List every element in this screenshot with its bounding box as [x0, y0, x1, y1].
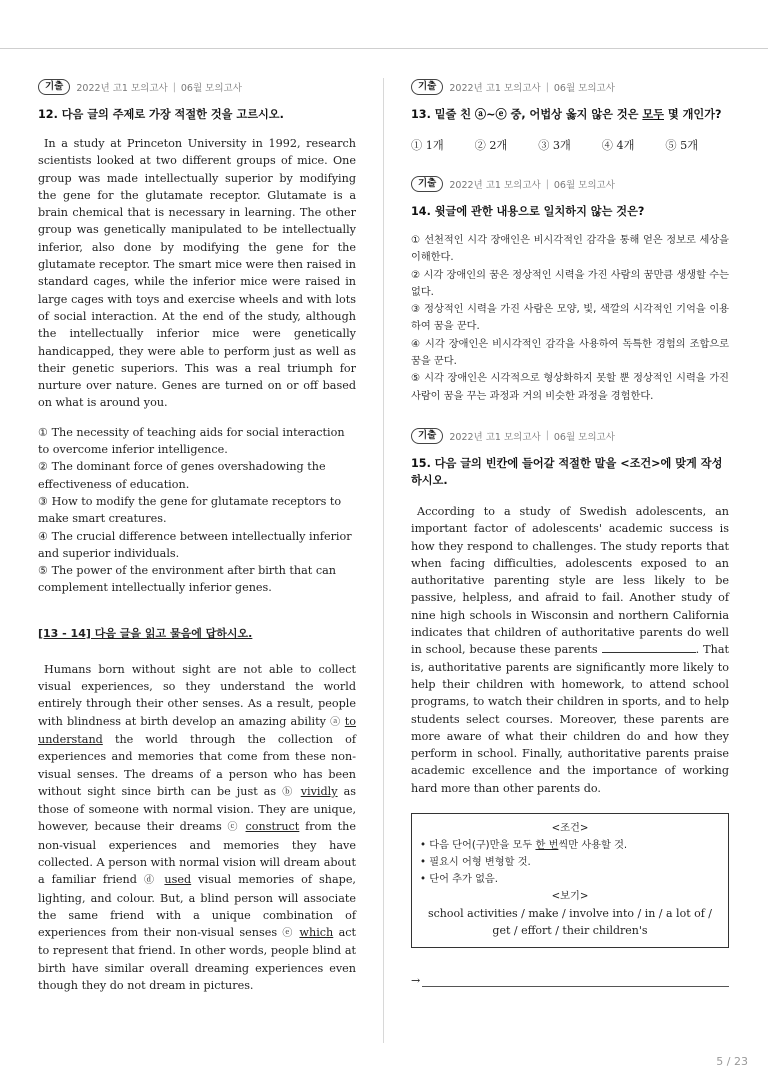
q14-option-2[interactable]: ② 시각 장애인의 꿈은 정상적인 시력을 가진 사람의 꿈만큼 생생할 수는 없다. — [411, 269, 729, 298]
q15-passage-post: . That is, authoritative parents are significantly more likely to help their children with homework, to attend school programs, to watch their children in sports, and to help students select courses. Moreover, these parents are more aware of what their children do and how they perform in school. Finally, authoritative parents praise academic excellence and the importance of working hard more than other parents do. — [411, 643, 729, 795]
q12-tagline — [38, 78, 356, 96]
top-rule — [0, 48, 768, 49]
bogi-words: school activities / make / involve into / in / a lot of / get / effort / their children's — [427, 907, 713, 938]
q13-choices — [411, 137, 729, 153]
section-header: [13 - 14] 다음 글을 읽고 물음에 답하시오. — [38, 626, 253, 640]
passage-text-6: act to represent that friend. In other words, people blind at birth have similar overall dreaming experiences even though they do not dream in pictures. — [38, 926, 356, 993]
q12-option-2[interactable]: ② The dominant force of genes overshadowing the effectiveness of education. — [38, 460, 326, 491]
q15-tagline — [411, 427, 729, 445]
q12-passage: In a study at Princeton University in 1992, research scientists looked at two different groups of mice. One group was made intellectually superior by modifying the gene for the glutamate receptor. Glutamate is a brain chemical that is necessary in learning. The other group was genetically manipulated to be intellectually inferior, also done by modifying the gene for the glutamate receptor. The smart mice were then raised in standard cages, while the inferior mice were raised in large cages with toys and exercise wheels and with lots of social interaction. At the end of the study, although the intellectually inferior mice were genetically handicapped, they were able to perform just as well as their genetic superiors. This was a real triumph for nurture over nature. Genes are turned on or off based on what is around you. — [38, 137, 356, 410]
right-column — [411, 78, 729, 987]
q15-badge: 기출 — [411, 428, 443, 444]
passage-text-2: the world through the collection of experiences and memories that come from these non-visual senses. The dreams of a person who has been without sight since birth can be just as — [38, 732, 356, 798]
q14-option-3[interactable]: ③ 정상적인 시력을 가진 사람은 모양, 빛, 색깔의 시각적인 기억을 이용하여 꿈을 꾼다. — [411, 304, 729, 333]
left-column — [38, 78, 356, 994]
page-number: 5 / 23 — [716, 1055, 748, 1068]
q14-options — [411, 232, 729, 405]
underline-c: construct — [245, 820, 300, 834]
underline-b: vividly — [300, 784, 338, 798]
q13-choice-2[interactable]: ② 2개 — [474, 139, 508, 152]
mark-b: ⓑ — [282, 786, 295, 798]
q14-option-5[interactable]: ⑤ 시각 장애인은 시각적으로 형상화하지 못할 뿐 정상적인 시력을 가진 사람이 꿈을 꾸는 과정과 거의 비슷한 과정을 경험한다. — [411, 373, 729, 402]
q12-option-4[interactable]: ④ The crucial difference between intellectually inferior and superior individuals. — [38, 529, 352, 560]
q14-tagline — [411, 175, 729, 193]
q13-title-post: 몇 개인가? — [664, 108, 722, 121]
mark-e: ⓔ — [282, 928, 295, 940]
q12-options — [38, 424, 356, 597]
q13-exam: 06월 모의고사 — [553, 83, 615, 94]
separator: | — [545, 81, 549, 93]
underline-a: to understand — [38, 714, 357, 746]
q13-tagline — [411, 78, 729, 96]
column-divider — [383, 78, 384, 1043]
q12-exam: 06월 모의고사 — [180, 83, 242, 94]
mark-c: ⓒ — [227, 822, 240, 834]
q12-option-3[interactable]: ③ How to modify the gene for glutamate receptors to make smart creatures. — [38, 494, 342, 526]
q15-passage — [411, 503, 729, 797]
q12-year: 2022년 고1 모의고사 — [76, 83, 168, 94]
q14-option-1[interactable]: ① 선천적인 시각 장애인은 비시각적인 감각을 통해 얻은 정보로 세상을 이해한다. — [411, 235, 729, 264]
condition-box — [411, 813, 729, 948]
q15-exam: 06월 모의고사 — [553, 431, 615, 443]
arrow-icon: → — [411, 974, 421, 988]
mark-a: ⓐ — [330, 716, 341, 728]
q12-option-5[interactable]: ⑤ The power of the environment after birth that can complement intellectually inferior genes. — [38, 564, 336, 595]
answer-blank — [602, 642, 696, 653]
section-passage — [38, 661, 356, 995]
q15-title: 15. 다음 글의 빈칸에 들어갈 적절한 말을 <조건>에 맞게 작성하시오. — [411, 456, 723, 487]
q13-title-pre: 13. 밑줄 친 ⓐ~ⓔ 중, 어법상 옳지 않은 것은 — [411, 108, 643, 121]
passage-text-5: visual memories of shape, lighting, and colour. But, a blind person will associate the same friend with a unique combination of experiences from their non-visual senses — [38, 873, 356, 940]
separator: | — [545, 178, 549, 190]
mark-d: ⓓ — [143, 875, 158, 887]
bogi-title: <보기> — [551, 891, 589, 903]
condition-title: <조건> — [551, 823, 589, 835]
separator: | — [172, 81, 176, 93]
passage-text-1: Humans born without sight are not able to collect visual experiences, so they understand the world entirely through their other senses. As a result, people with blindness at birth develop an amazing ability — [38, 662, 356, 728]
q12-title: 12. 다음 글의 주제로 가장 적절한 것을 고르시오. — [38, 108, 284, 121]
condition-2: • 필요시 어형 변형할 것. — [420, 857, 531, 869]
q13-title — [411, 106, 729, 123]
condition-1-underlined: 한 번 — [535, 840, 559, 852]
answer-line[interactable] — [411, 974, 729, 987]
q13-title-underlined: 모두 — [642, 108, 664, 121]
q14-badge: 기출 — [411, 176, 443, 192]
underline-d: used — [164, 873, 192, 887]
q14-title: 14. 윗글에 관한 내용으로 일치하지 않는 것은? — [411, 205, 645, 218]
separator: | — [545, 430, 549, 442]
q13-choice-4[interactable]: ④ 4개 — [601, 139, 635, 152]
q13-year: 2022년 고1 모의고사 — [449, 83, 541, 94]
underline-e: which — [299, 926, 334, 940]
q12-badge: 기출 — [38, 79, 70, 95]
q13-badge: 기출 — [411, 79, 443, 95]
q13-choice-3[interactable]: ③ 3개 — [538, 139, 571, 152]
q15-year: 2022년 고1 모의고사 — [449, 431, 541, 443]
passage-text-3: as those of someone with normal vision. They are unique, however, because their dreams — [38, 784, 357, 834]
q12-option-1[interactable]: ① The necessity of teaching aids for social interaction to overcome inferior intelligence. — [38, 425, 345, 457]
q14-option-4[interactable]: ④ 시각 장애인은 비시각적인 감각을 사용하여 독특한 경험의 조합으로 꿈을 꾼다. — [411, 338, 729, 368]
q13-choice-5[interactable]: ⑤ 5개 — [665, 139, 699, 152]
q14-exam: 06월 모의고사 — [553, 180, 615, 191]
condition-3: • 단어 추가 없음. — [420, 874, 499, 886]
passage-text-4: from the non-visual experiences and memories they have collected. A person with normal vision will dream about a familiar friend — [38, 820, 356, 887]
q14-year: 2022년 고1 모의고사 — [449, 180, 541, 191]
q13-choice-1[interactable]: ① 1개 — [411, 139, 444, 152]
condition-1-post: 씩만 사용할 것. — [558, 840, 628, 852]
condition-1-pre: • 다음 단어(구)만을 모두 — [420, 840, 536, 852]
answer-underline — [422, 976, 729, 987]
q15-passage-pre: According to a study of Swedish adolescents, an important factor of adolescents' academic success is how they respond to challenges. The study reports that when facing difficulties, adolescents exposed to an authoritative parenting style are less likely to be passive, helpless, and afraid to fail. Another study of nine high schools in Wisconsin and northern California indicates that children of authoritative parents do well in school, because these parents — [411, 504, 729, 657]
condition-1 — [420, 837, 720, 854]
